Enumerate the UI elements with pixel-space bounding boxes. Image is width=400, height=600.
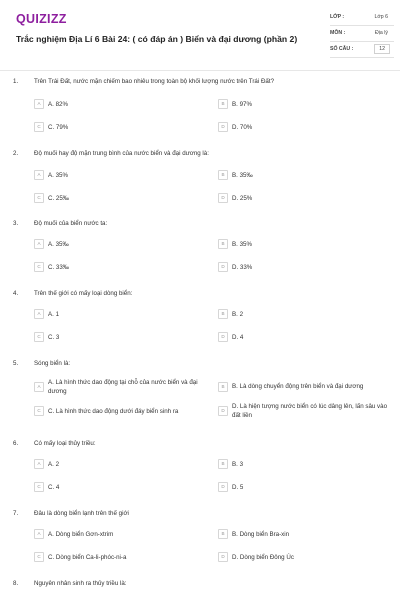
meta-key: LỚP : [330, 14, 345, 20]
option-letter-box: D [218, 482, 228, 492]
option-letter-box: C [34, 262, 44, 272]
question-number: 4. [13, 290, 19, 297]
worksheet-meta [330, 10, 394, 58]
option-text: D. 4 [232, 333, 244, 341]
option-text: C. Là hình thức dao động dưới đáy biển sinh ra [48, 407, 179, 415]
question-text: Đâu là dòng biển lạnh trên thế giới [34, 510, 129, 517]
option-letter-box: C [34, 193, 44, 203]
option-text: A. 2 [48, 460, 60, 468]
option-text: B. 3 [232, 460, 244, 468]
option-text: D. Là hiện tượng nước biển có lúc dâng lên, lấn sâu vào đất liền [232, 403, 388, 419]
option-letter-box: B [218, 529, 228, 539]
option-letter-box: D [218, 332, 228, 342]
meta-value: Địa lý [375, 30, 388, 36]
question-number: 6. [13, 440, 19, 447]
option-letter-box: B [218, 382, 228, 392]
option-text: B. 2 [232, 310, 244, 318]
meta-row-subject [330, 26, 394, 42]
option-text: A. Là hình thức dao động tại chỗ của nước biển và đại dương [48, 379, 198, 395]
option-text: C. 79% [48, 123, 69, 131]
option-text: A. 35% [48, 171, 68, 179]
worksheet-title: Trắc nghiệm Địa Lí 6 Bài 24: ( có đáp án ) Biển và đại dương (phần 2) [16, 34, 298, 44]
option-letter-box: D [218, 552, 228, 562]
option-text: A. 35‰ [48, 240, 69, 248]
option-text: C. 25‰ [48, 194, 69, 202]
option-text: D. Dòng biển Đông Úc [232, 553, 294, 561]
option-letter-box: A [34, 382, 44, 392]
option-letter-box: D [218, 193, 228, 203]
option-text: C. Dòng biển Ca-li-phóc-ni-a [48, 553, 127, 561]
option-text: D. 5 [232, 483, 244, 491]
question-text: Trên thế giới có mấy loại dòng biển: [34, 290, 133, 297]
option-letter-box: B [218, 459, 228, 469]
option-text: C. 4 [48, 483, 60, 491]
option-text: A. Dòng biển Gơn-xtrim [48, 530, 114, 538]
option-letter-box: A [34, 529, 44, 539]
question-text: Có mấy loại thủy triều: [34, 440, 96, 447]
meta-value: Lớp 6 [374, 14, 388, 20]
option-text: D. 70% [232, 123, 253, 131]
question-text: Độ muối của biển nước ta: [34, 220, 108, 227]
option-text: B. 35‰ [232, 171, 253, 179]
question-text: Độ muối hay độ mặn trung bình của nước biển và đại dương là: [34, 150, 209, 157]
question-text: Nguyên nhân sinh ra thủy triều là: [34, 580, 127, 587]
option-letter-box: A [34, 459, 44, 469]
option-text: B. Dòng biển Bra-xin [232, 530, 290, 538]
option-text: A. 82% [48, 100, 68, 108]
option-letter-box: D [218, 406, 228, 416]
option-text: D. 25% [232, 194, 253, 202]
worksheet-header [10, 10, 390, 60]
option-letter-box: C [34, 406, 44, 416]
option-letter-box: C [34, 122, 44, 132]
option-letter-box: D [218, 122, 228, 132]
header-divider [0, 70, 400, 71]
option-text: B. 35% [232, 240, 252, 248]
option-letter-box: A [34, 239, 44, 249]
option-letter-box: B [218, 99, 228, 109]
meta-row-class [330, 10, 394, 26]
meta-row-count [330, 42, 394, 58]
option-letter-box: A [34, 309, 44, 319]
option-text: A. 1 [48, 310, 60, 318]
quizizz-logo: QUIZIZZ [16, 12, 67, 26]
meta-key: SỐ CÂU : [330, 46, 354, 52]
meta-value: 12 [374, 44, 390, 54]
option-letter-box: C [34, 482, 44, 492]
option-letter-box: B [218, 309, 228, 319]
option-text: C. 3 [48, 333, 60, 341]
question-number: 1. [13, 78, 19, 85]
option-letter-box: A [34, 170, 44, 180]
option-letter-box: D [218, 262, 228, 272]
question-text: Sóng biển là: [34, 360, 71, 367]
option-letter-box: A [34, 99, 44, 109]
option-letter-box: C [34, 552, 44, 562]
option-text: D. 33% [232, 263, 253, 271]
question-number: 3. [13, 220, 19, 227]
question-number: 7. [13, 510, 19, 517]
option-text: C. 33‰ [48, 263, 69, 271]
option-letter-box: B [218, 170, 228, 180]
option-letter-box: C [34, 332, 44, 342]
question-number: 2. [13, 150, 19, 157]
option-text: B. Là dòng chuyển động trên biển và đại dương [232, 382, 364, 390]
question-number: 5. [13, 360, 19, 367]
question-text: Trên Trái Đất, nước mặn chiếm bao nhiêu trong toàn bộ khối lượng nước trên Trái Đất? [34, 78, 275, 85]
option-letter-box: B [218, 239, 228, 249]
option-text: B. 97% [232, 100, 252, 108]
question-number: 8. [13, 580, 19, 587]
meta-key: MÔN : [330, 30, 346, 36]
